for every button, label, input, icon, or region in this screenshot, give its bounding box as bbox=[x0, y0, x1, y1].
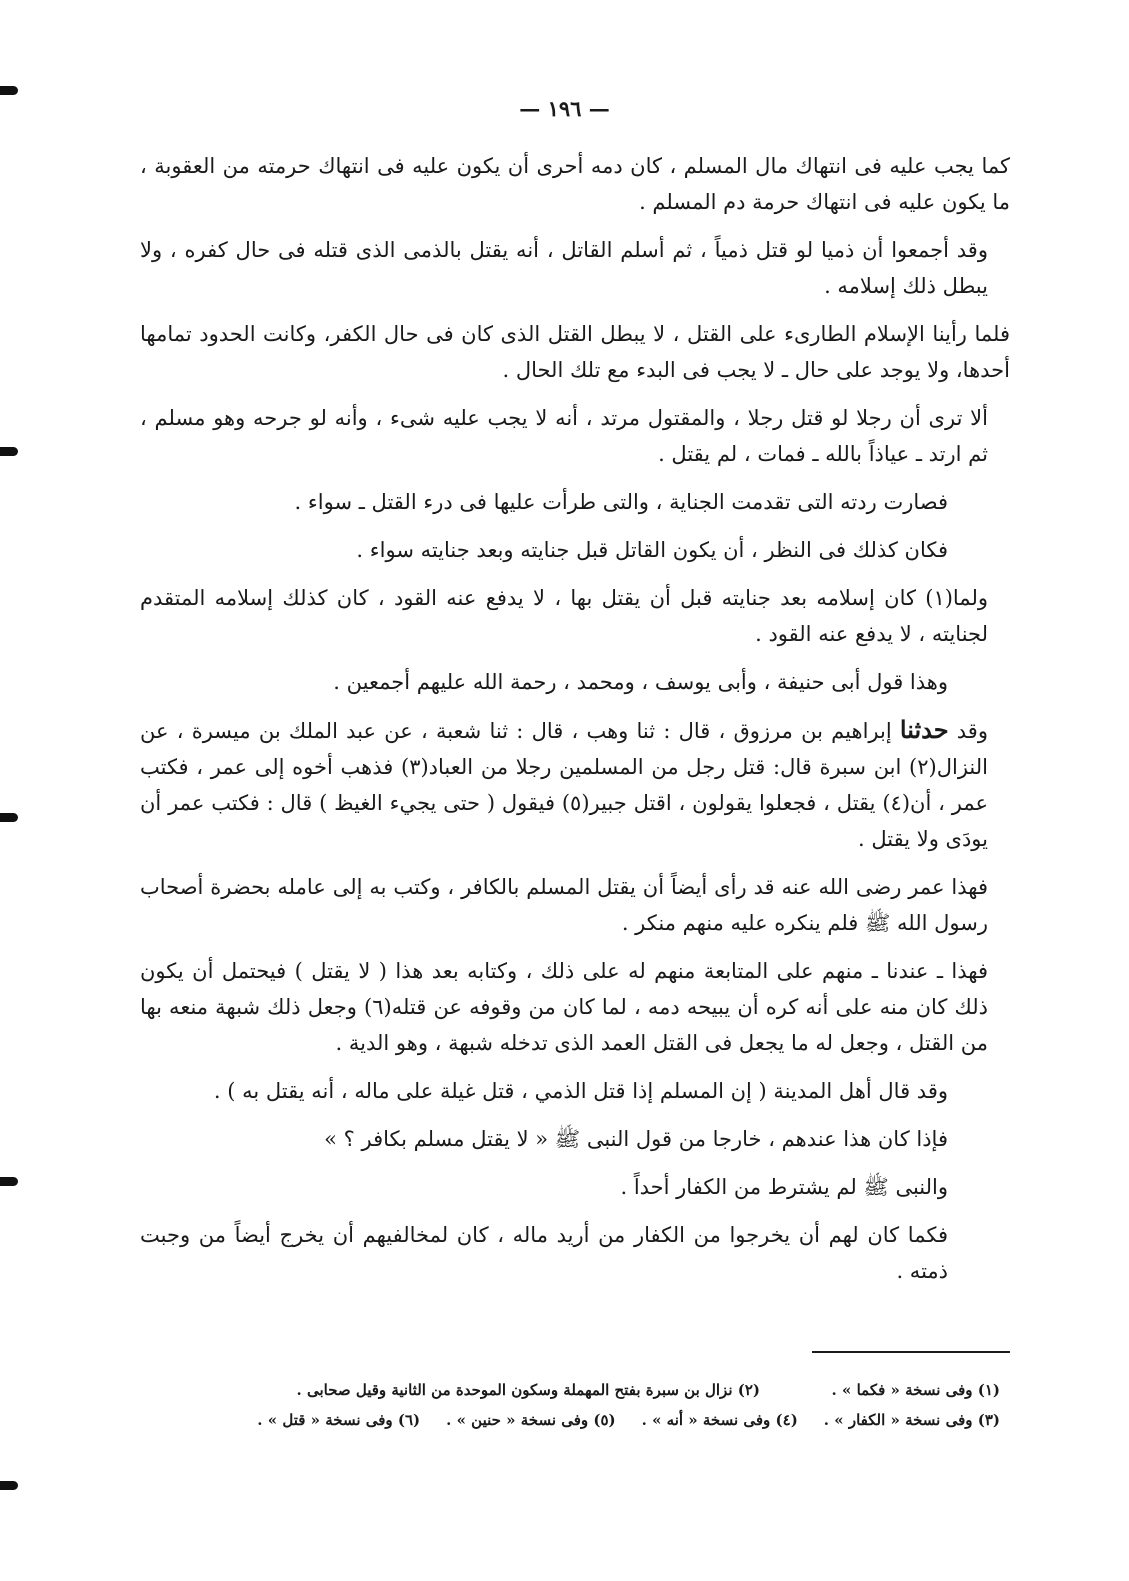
binding-mark bbox=[0, 1177, 18, 1186]
page-number: — ١٩٦ — bbox=[519, 96, 610, 121]
footnotes bbox=[140, 1375, 1000, 1435]
paragraph: ولما(١) كان إسلامه بعد جنايته قبل أن يقتل بها ، لا يدفع عنه القود ، كان كذلك إسلامه المتقدم لجنايته ، لا يدفع عنه القود . bbox=[140, 586, 988, 646]
paragraph: وقد قال أهل المدينة ( إن المسلم إذا قتل الذمي ، قتل غيلة على ماله ، أنه يقتل به ) . bbox=[213, 1079, 948, 1103]
paragraph-prefix: وقد bbox=[956, 719, 988, 743]
footnote: (٢) نزال بن سبرة بفتح المهملة وسكون الموحدة من الثانية وقيل صحابى . bbox=[296, 1381, 760, 1399]
footnote: (٤) وفى نسخة « أنه » . bbox=[641, 1411, 798, 1429]
paragraph: وهذا قول أبى حنيفة ، وأبى يوسف ، ومحمد ، رحمة الله عليهم أجمعين . bbox=[333, 670, 948, 694]
paragraph: وقد أجمعوا أن ذميا لو قتل ذمياً ، ثم أسلم القاتل ، أنه يقتل بالذمى الذى قتله فى حال كفره ، ولا يبطل ذلك إسلامه . bbox=[140, 238, 988, 298]
paragraph: فهذا ـ عندنا ـ منهم على المتابعة منهم له على ذلك ، وكتابه بعد هذا ( لا يقتل ) فيحتمل أن يكون ذلك كان منه على أنه كره أن يبيحه دمه ، لما كان من وقوفه عن قتله(٦) وجعل ذلك شبهة منعه بها من القتل ، وجعل له ما يجعل فى القتل العمد الذى تدخله شبهة ، وهو الدية . bbox=[140, 959, 988, 1055]
binding-mark bbox=[0, 813, 18, 822]
paragraph: فكما كان لهم أن يخرجوا من الكفار من أريد ماله ، كان لمخالفيهم أن يخرج أيضاً من وجبت ذمته . bbox=[140, 1223, 948, 1283]
paragraph: فلما رأينا الإسلام الطارىء على القتل ، لا يبطل القتل الذى كان فى حال الكفر، وكانت الحدود تمامها أحدها، ولا يوجد على حال ـ لا يجب فى البدء مع تلك الحال . bbox=[140, 322, 1010, 382]
paragraph: فكان كذلك فى النظر ، أن يكون القاتل قبل جنايته وبعد جنايته سواء . bbox=[356, 538, 948, 562]
isnad-lead: حدثنا bbox=[899, 715, 949, 744]
paragraph: فإذا كان هذا عندهم ، خارجا من قول النبى ﷺ « لا يقتل مسلم بكافر ؟ » bbox=[324, 1127, 948, 1151]
paragraph: ألا ترى أن رجلا لو قتل رجلا ، والمقتول مرتد ، أنه لا يجب عليه شىء ، وأنه لو جرحه وهو مسلم ، ثم ارتد ـ عياذاً بالله ـ فمات ، لم يقتل . bbox=[140, 406, 988, 466]
footnote: (٥) وفى نسخة « حنين » . bbox=[446, 1411, 616, 1429]
paragraph: كما يجب عليه فى انتهاك مال المسلم ، كان دمه أحرى أن يكون عليه فى انتهاك حرمته من العقوبة ، ما يكون عليه فى انتهاك حرمة دم المسلم . bbox=[140, 154, 1010, 214]
binding-mark bbox=[0, 86, 18, 95]
footnote-row bbox=[140, 1405, 1000, 1435]
main-text bbox=[140, 148, 1010, 1301]
paragraph: والنبى ﷺ لم يشترط من الكفار أحداً . bbox=[620, 1175, 948, 1199]
footnote-separator bbox=[812, 1351, 1010, 1353]
footnote: (١) وفى نسخة « فكما » . bbox=[831, 1381, 1000, 1399]
paragraph-body: إبراهيم بن مرزوق ، قال : ثنا وهب ، قال : ثنا شعبة ، عن عبد الملك بن ميسرة ، عن النزال(٢) ابن سبرة قال: قتل رجل من المسلمين رجلا من العباد(٣) فذهب أخوه إلى عمر ، فكتب عمر ، أن(٤) يقتل ، فجعلوا يقولون ، اقتل جبير(٥) فيقول ( حتى يجيء الغيظ ) قال : فكتب عمر أن يودَى ولا يقتل . bbox=[140, 719, 988, 851]
binding-mark bbox=[0, 1481, 18, 1490]
paragraph: فصارت ردته التى تقدمت الجناية ، والتى طرأت عليها فى درء القتل ـ سواء . bbox=[294, 490, 948, 514]
paragraph-hadith bbox=[140, 712, 1010, 857]
paragraph: فهذا عمر رضى الله عنه قد رأى أيضاً أن يقتل المسلم بالكافر ، وكتب به إلى عامله بحضرة أصحاب رسول الله ﷺ فلم ينكره عليه منهم منكر . bbox=[140, 875, 988, 935]
footnote: (٦) وفى نسخة « قتل » . bbox=[257, 1411, 421, 1429]
footnote: (٣) وفى نسخة « الكفار » . bbox=[823, 1411, 1000, 1429]
footnote-row bbox=[140, 1375, 1000, 1405]
binding-mark bbox=[0, 447, 18, 456]
